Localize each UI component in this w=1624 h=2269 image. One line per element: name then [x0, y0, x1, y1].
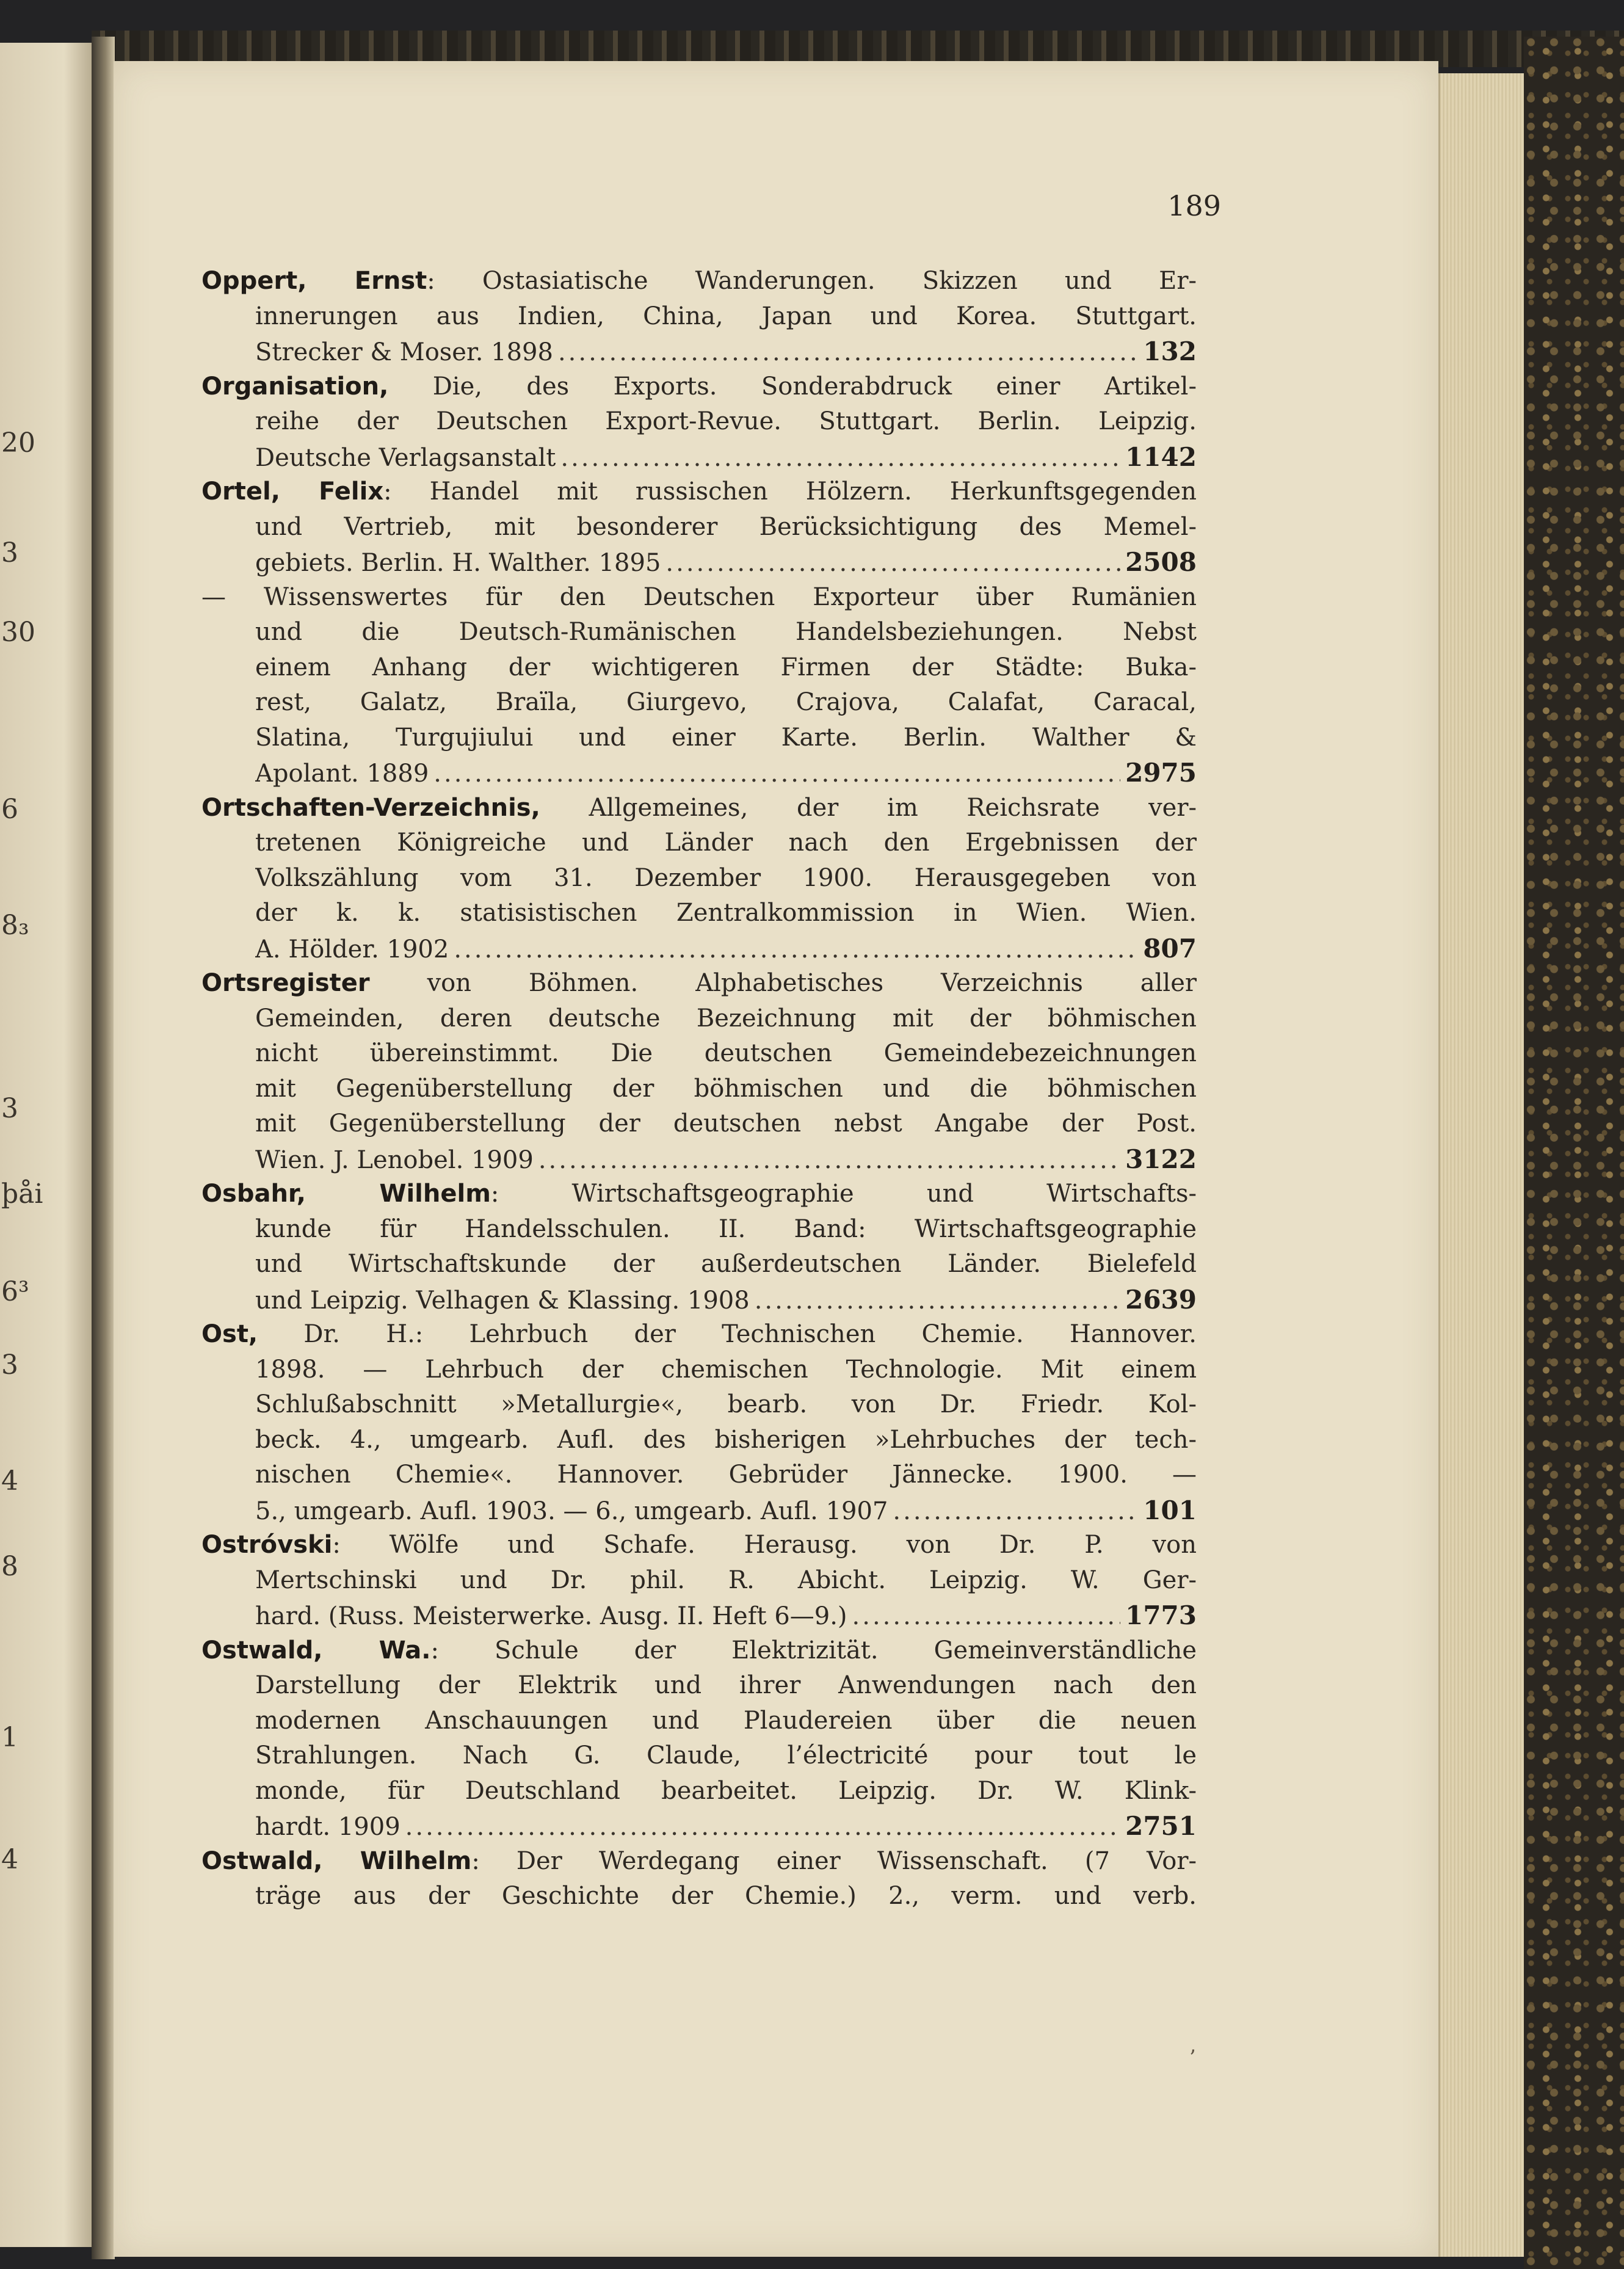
entry-line: [201, 615, 1197, 650]
margin-stub: 6: [1, 794, 18, 825]
catalog-number: 1142: [1125, 441, 1197, 472]
entry-line: [201, 1668, 1197, 1704]
entry-text: Gemeinden, deren deutsche Bezeichnung mit der böhmischen: [255, 1004, 1197, 1033]
entry-line: [201, 1704, 1197, 1739]
bibliography-entry: [201, 966, 1197, 1177]
entry-text: hard. (Russ. Meisterwerke. Ausg. II. Heft 6—9.): [255, 1602, 847, 1630]
entry-text: nischen Chemie«. Hannover. Gebrüder Jännecke. 1900. —: [255, 1461, 1197, 1489]
previous-page-edge: [0, 43, 94, 2247]
entry-text: Darstellung der Elektrik und ihrer Anwendungen nach den: [255, 1671, 1197, 1699]
entry-line: [201, 1879, 1197, 1914]
entry-line: [201, 1598, 1197, 1633]
margin-stub: 1: [1, 1722, 18, 1753]
entry-line: [201, 1212, 1197, 1247]
catalog-number: 807: [1143, 933, 1197, 964]
entry-line: [201, 896, 1197, 931]
entry-heading: Ortel, Felix: [201, 477, 384, 506]
leader-dots: [852, 1599, 1121, 1635]
catalog-number: 2508: [1125, 547, 1197, 577]
entry-line: [201, 1528, 1197, 1563]
entry-line-text: [255, 1143, 534, 1178]
entry-line: [201, 826, 1197, 861]
entry-line-text: [255, 1738, 1197, 1774]
entry-text: : Schule der Elektrizität. Gemeinverständliche: [430, 1636, 1197, 1665]
bibliography-entry: [201, 580, 1197, 791]
entry-text: innerungen aus Indien, China, Japan und Korea. Stuttgart.: [255, 302, 1197, 330]
entry-line-text: [201, 1633, 1197, 1669]
entry-line-text: [255, 1599, 847, 1635]
entry-line-text: [255, 896, 1197, 931]
catalog-number: 2639: [1125, 1284, 1197, 1315]
entry-line-text: [201, 264, 1197, 299]
entry-line: [201, 931, 1197, 967]
entry-text: gebiets. Berlin. H. Walther. 1895: [255, 549, 661, 577]
entry-text: rest, Galatz, Braïla, Giurgevo, Crajova, Calafat, Caracal,: [255, 688, 1197, 716]
entry-text: von Böhmen. Alphabetisches Verzeichnis aller: [369, 969, 1197, 997]
entry-line: [201, 299, 1197, 335]
margin-stub: 8₃: [1, 910, 29, 941]
entry-line-text: [201, 1528, 1197, 1563]
margin-stub: 6³: [1, 1276, 29, 1307]
entry-line-text: [255, 1668, 1197, 1704]
entry-line-text: [255, 1352, 1197, 1388]
leader-dots: [433, 757, 1120, 792]
entry-line-text: [255, 1879, 1197, 1914]
entry-text: 1898. — Lehrbuch der chemischen Technologie. Mit einem: [255, 1355, 1197, 1384]
entry-line-text: [255, 1212, 1197, 1247]
entry-line-text: [255, 299, 1197, 335]
catalog-number: 1773: [1125, 1600, 1197, 1630]
margin-stub: 3: [1, 1349, 18, 1381]
entry-heading: Ortsregister: [201, 969, 370, 997]
entry-line: [201, 1072, 1197, 1107]
entry-text: und Leipzig. Velhagen & Klassing. 1908: [255, 1286, 750, 1315]
entry-line: [201, 404, 1197, 440]
catalog-number: 132: [1143, 336, 1197, 366]
entry-text: Deutsche Verlagsanstalt: [255, 443, 556, 472]
catalog-number: 2975: [1125, 758, 1197, 788]
margin-stub: 20: [1, 427, 35, 459]
entry-text: Allgemeines, der im Reichsrate ver-: [540, 793, 1197, 822]
entry-text: A. Hölder. 1902: [255, 935, 449, 964]
entry-line-text: [255, 826, 1197, 861]
entry-text: und Vertrieb, mit besonderer Berücksichtigung des Memel-: [255, 512, 1197, 541]
entry-line-text: [255, 1036, 1197, 1072]
page-edges: [1438, 73, 1526, 2257]
entry-line-text: [255, 404, 1197, 440]
leader-dots: [560, 441, 1120, 476]
entry-text: : Ostasiatische Wanderungen. Skizzen und Er-: [427, 267, 1197, 295]
entry-text: der k. k. statisistischen Zentralkommission in Wien. Wien.: [255, 899, 1197, 927]
entry-line-text: [255, 1774, 1197, 1809]
leader-dots: [893, 1494, 1138, 1530]
entry-line: [201, 1809, 1197, 1844]
entry-text: einem Anhang der wichtigeren Firmen der Städte: Buka-: [255, 653, 1197, 681]
entry-line: [201, 1282, 1197, 1318]
entry-text: Strecker & Moser. 1898: [255, 338, 553, 366]
entry-line: [201, 440, 1197, 475]
entry-line-text: [255, 441, 556, 476]
entry-line: [201, 580, 1197, 615]
entry-line: [201, 1352, 1197, 1388]
entry-line-text: [201, 1317, 1197, 1352]
entry-text: Dr. H.: Lehrbuch der Technischen Chemie. Hannover.: [258, 1320, 1197, 1348]
entry-line-text: [255, 510, 1197, 545]
entry-line-text: [255, 1106, 1197, 1142]
margin-stub: þåi: [1, 1178, 43, 1210]
bibliography-entry: [201, 791, 1197, 967]
entry-line: [201, 966, 1197, 1001]
entry-line: [201, 1458, 1197, 1493]
entry-line: [201, 791, 1197, 826]
leader-dots: [558, 335, 1138, 371]
entry-line: [201, 861, 1197, 896]
entry-text: nicht übereinstimmt. Die deutschen Gemeindebezeichnungen: [255, 1039, 1197, 1067]
entry-line-text: [201, 1177, 1197, 1212]
bibliography-entry: [201, 264, 1197, 369]
entry-heading: Oppert, Ernst: [201, 267, 427, 295]
leader-dots: [665, 546, 1120, 581]
entry-line-text: [255, 721, 1197, 756]
entry-line: [201, 1001, 1197, 1037]
catalog-number: 101: [1143, 1495, 1197, 1525]
entry-text: Schlußabschnitt »Metallurgie«, bearb. von Dr. Friedr. Kol-: [255, 1390, 1197, 1418]
entry-line-text: [255, 546, 661, 581]
entry-line-text: [255, 1001, 1197, 1037]
leader-dots: [755, 1283, 1120, 1319]
entry-line-text: [255, 1423, 1197, 1458]
entry-text: Wien. J. Lenobel. 1909: [255, 1145, 534, 1174]
entry-text: und die Deutsch-Rumänischen Handelsbeziehungen. Nebst: [255, 618, 1197, 646]
entry-line: [201, 1423, 1197, 1458]
entry-line-text: [255, 1704, 1197, 1739]
margin-stub: 4: [1, 1844, 18, 1875]
book-gutter: [92, 37, 115, 2259]
entry-heading: Organisation,: [201, 372, 389, 401]
entry-line: [201, 1844, 1197, 1879]
entry-text: und Wirtschaftskunde der außerdeutschen Länder. Bielefeld: [255, 1250, 1197, 1278]
entry-text: Slatina, Turgujiului und einer Karte. Berlin. Walther &: [255, 723, 1197, 752]
entry-line: [201, 1106, 1197, 1142]
entry-text: Volkszählung vom 31. Dezember 1900. Herausgegeben von: [255, 863, 1197, 892]
entry-line: [201, 369, 1197, 405]
entry-line: [201, 474, 1197, 510]
entry-text: monde, für Deutschland bearbeitet. Leipzig. Dr. W. Klink-: [255, 1776, 1197, 1805]
entry-line: [201, 334, 1197, 369]
entry-line: [201, 1142, 1197, 1177]
entry-heading: Ostwald, Wa.: [201, 1636, 431, 1665]
entry-line: [201, 1493, 1197, 1528]
entry-line-text: [255, 1072, 1197, 1107]
entry-heading: Ostwald, Wilhelm: [201, 1846, 472, 1875]
entry-line: [201, 510, 1197, 545]
bibliography-entry: [201, 474, 1197, 580]
margin-stub: 3: [1, 537, 18, 568]
entry-line: [201, 545, 1197, 580]
margin-stub: 3: [1, 1093, 18, 1124]
entry-text: träge aus der Geschichte der Chemie.) 2., verm. und verb.: [255, 1882, 1197, 1910]
entry-line-text: [201, 369, 1197, 405]
entry-text: — Wissenswertes für den Deutschen Exporteur über Rumänien: [201, 583, 1197, 611]
entry-line-text: [255, 1563, 1197, 1599]
entry-line-text: [201, 580, 1197, 615]
stray-mark: ’: [1189, 2046, 1196, 2070]
entry-line-text: [201, 791, 1197, 826]
leader-dots: [454, 932, 1138, 968]
entry-text: mit Gegenüberstellung der böhmischen und die böhmischen: [255, 1074, 1197, 1103]
entry-line: [201, 1387, 1197, 1423]
entry-line-text: [255, 932, 449, 968]
marbled-cover-board: [1524, 37, 1624, 2269]
margin-stub: 30: [1, 617, 35, 648]
entry-line-text: [255, 1387, 1197, 1423]
margin-stub: 4: [1, 1465, 18, 1497]
leader-dots: [538, 1143, 1120, 1178]
entry-line-text: [255, 615, 1197, 650]
entry-text: hardt. 1909: [255, 1813, 401, 1841]
entry-line: [201, 1738, 1197, 1774]
entry-text: : Wirtschaftsgeographie und Wirtschafts-: [490, 1180, 1197, 1208]
page-number: 189: [1167, 189, 1221, 222]
entry-text: Apolant. 1889: [255, 760, 429, 788]
entry-heading: Ortschaften-Verzeichnis,: [201, 793, 540, 822]
entry-line-text: [201, 1844, 1197, 1879]
entry-line-text: [255, 757, 429, 792]
entry-line-text: [255, 650, 1197, 686]
entry-text: modernen Anschauungen und Plaudereien über die neuen: [255, 1706, 1197, 1735]
entry-line: [201, 721, 1197, 756]
entry-line-text: [255, 1494, 888, 1530]
bibliography-entry: [201, 1177, 1197, 1317]
entry-text: 5., umgearb. Aufl. 1903. — 6., umgearb. Aufl. 1907: [255, 1497, 888, 1525]
entry-line-text: [255, 1458, 1197, 1493]
entry-text: Strahlungen. Nach G. Claude, l’électricité pour tout le: [255, 1741, 1197, 1770]
entry-line-text: [255, 685, 1197, 721]
entry-line: [201, 755, 1197, 791]
catalog-number: 3122: [1125, 1144, 1197, 1174]
entry-line: [201, 1247, 1197, 1282]
catalog-number: 2751: [1125, 1811, 1197, 1841]
entry-text: Die, des Exports. Sonderabdruck einer Artikel-: [388, 372, 1197, 401]
entry-line: [201, 1774, 1197, 1809]
entry-text: : Wölfe und Schafe. Herausg. von Dr. P. von: [332, 1531, 1197, 1559]
entry-text: Mertschinski und Dr. phil. R. Abicht. Leipzig. W. Ger-: [255, 1566, 1197, 1594]
bibliography-entry: [201, 1844, 1197, 1914]
bibliography-entry: [201, 369, 1197, 475]
entry-line-text: [255, 861, 1197, 896]
entry-line-text: [201, 474, 1197, 510]
entry-heading: Ostróvski: [201, 1531, 333, 1559]
entry-line-text: [255, 1247, 1197, 1282]
bibliography-entries: [201, 264, 1197, 1914]
entry-heading: Osbahr, Wilhelm: [201, 1180, 491, 1208]
entry-line: [201, 1317, 1197, 1352]
entry-line: [201, 264, 1197, 299]
entry-text: : Handel mit russischen Hölzern. Herkunftsgegenden: [383, 477, 1197, 506]
bibliography-entry: [201, 1633, 1197, 1844]
entry-heading: Ost,: [201, 1320, 258, 1348]
entry-line: [201, 1177, 1197, 1212]
entry-line-text: [255, 335, 553, 371]
margin-stub: 8: [1, 1551, 18, 1582]
entry-text: kunde für Handelsschulen. II. Band: Wirtschaftsgeographie: [255, 1214, 1197, 1243]
entry-line-text: [201, 966, 1197, 1001]
entry-line: [201, 685, 1197, 721]
entry-line-text: [255, 1810, 401, 1845]
entry-line: [201, 1633, 1197, 1669]
leader-dots: [405, 1810, 1120, 1845]
entry-text: beck. 4., umgearb. Aufl. des bisherigen »Lehrbuches der tech-: [255, 1425, 1197, 1454]
entry-line-text: [255, 1283, 750, 1319]
entry-text: : Der Werdegang einer Wissenschaft. (7 Vor-: [471, 1846, 1197, 1875]
entry-line: [201, 1563, 1197, 1599]
entry-text: mit Gegenüberstellung der deutschen nebst Angabe der Post.: [255, 1109, 1197, 1138]
bibliography-entry: [201, 1528, 1197, 1633]
entry-line: [201, 1036, 1197, 1072]
entry-text: reihe der Deutschen Export-Revue. Stuttgart. Berlin. Leipzig.: [255, 407, 1197, 435]
entry-line: [201, 650, 1197, 686]
bibliography-entry: [201, 1317, 1197, 1528]
entry-text: tretenen Königreiche und Länder nach den Ergebnissen der: [255, 829, 1197, 857]
